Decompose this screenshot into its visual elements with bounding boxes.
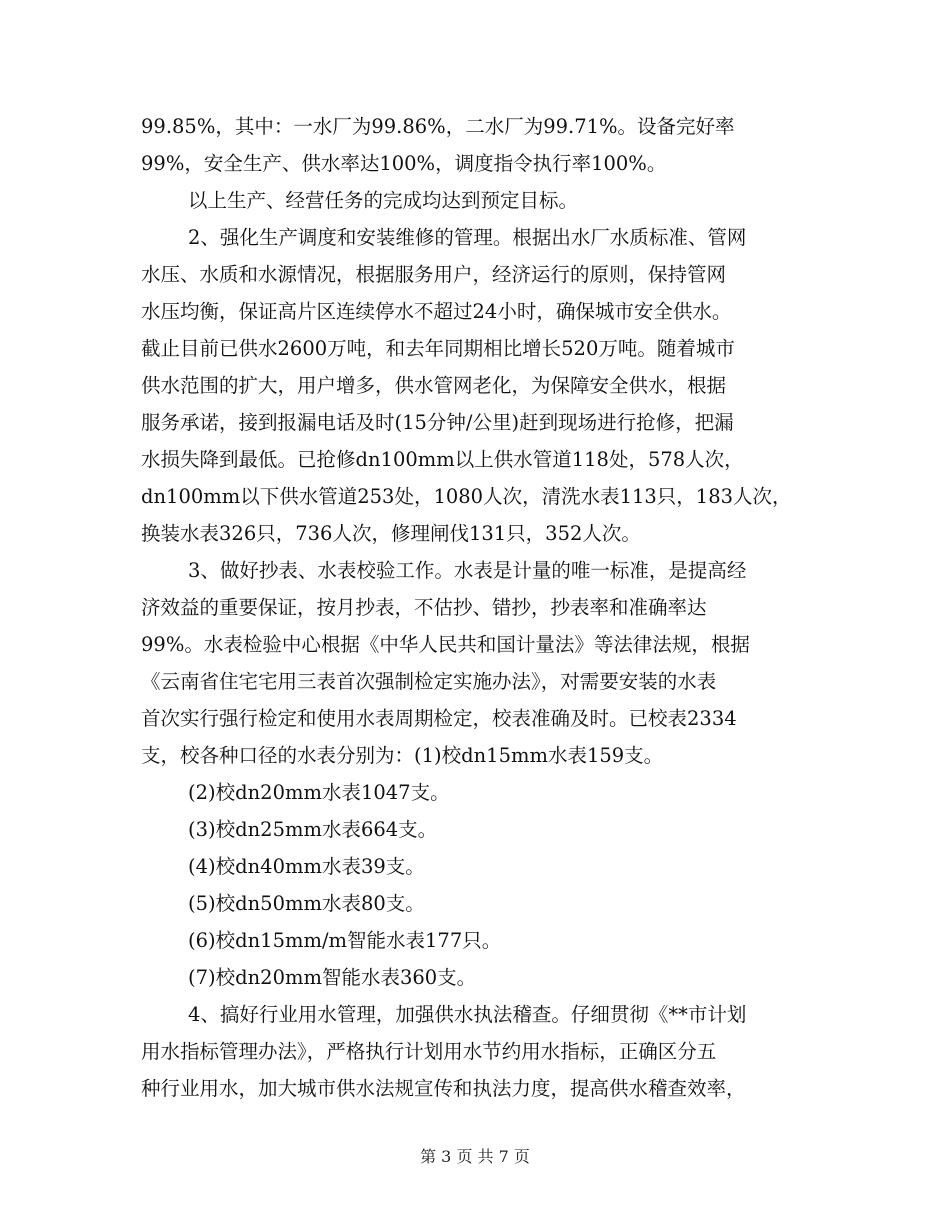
text-line: (3)校dn25mm水表664支。 (188, 818, 438, 841)
text-line: 水压均衡，保证高片区连续停水不超过24小时，确保城市安全供水。 (141, 300, 732, 323)
text-line: (4)校dn40mm水表39支。 (188, 855, 425, 878)
text-line: 99%。水表检验中心根据《中华人民共和国计量法》等法律法规，根据 (141, 633, 750, 656)
text-line: 支，校各种口径的水表分别为：(1)校dn15mm水表159支。 (141, 744, 664, 767)
text-line: 水压、水质和水源情况，根据服务用户，经济运行的原则，保持管网 (141, 263, 727, 286)
text-line: dn100mm以下供水管道253处，1080人次，清洗水表113只，183人次， (141, 485, 792, 508)
text-line: 《云南省住宅宅用三表首次强制检定实施办法》，对需要安装的水表 (141, 670, 717, 693)
page-footer: 第 3 页 共 7 页 (420, 1147, 530, 1166)
text-line: (6)校dn15mm/m智能水表177只。 (188, 929, 502, 952)
text-line: 99%，安全生产、供水率达100%，调度指令执行率100%。 (141, 152, 667, 175)
text-line: 4、搞好行业用水管理，加强供水执法稽查。仔细贯彻《**市计划 (188, 1003, 747, 1026)
text-line: 供水范围的扩大，用户增多，供水管网老化，为保障安全供水，根据 (141, 374, 727, 397)
text-line: (7)校dn20mm智能水表360支。 (188, 966, 477, 989)
text-line: 3、做好抄表、水表校验工作。水表是计量的唯一标准，是提高经 (188, 559, 747, 582)
text-line: (5)校dn50mm水表80支。 (188, 892, 425, 915)
text-line: 截止目前已供水2600万吨，和去年同期相比增长520万吨。随着城市 (141, 337, 735, 360)
text-line: 服务承诺，接到报漏电话及时(15分钟/公里)赶到现场进行抢修，把漏 (141, 411, 734, 434)
text-line: 99.85%，其中：一水厂为99.86%，二水厂为99.71%。设备完好率 (141, 115, 735, 138)
text-line: 济效益的重要保证，按月抄表，不估抄、错抄，抄表率和准确率达 (141, 596, 707, 619)
text-line: (2)校dn20mm水表1047支。 (188, 781, 450, 804)
text-line: 换装水表326只，736人次，修理闸伐131只，352人次。 (141, 522, 641, 545)
text-line: 水损失降到最低。已抢修dn100mm以上供水管道118处，578人次， (141, 448, 744, 471)
text-line: 以上生产、经营任务的完成均达到预定目标。 (188, 189, 579, 212)
text-line: 首次实行强行检定和使用水表周期检定，校表准确及时。已校表2334 (141, 707, 737, 730)
text-line: 种行业用水，加大城市供水法规宣传和执法力度，提高供水稽查效率， (141, 1077, 746, 1100)
text-line: 用水指标管理办法》，严格执行计划用水节约用水指标，正确区分五 (141, 1040, 717, 1063)
document-body (141, 108, 821, 1107)
text-line: 2、强化生产调度和安装维修的管理。根据出水厂水质标准、管网 (188, 226, 747, 249)
